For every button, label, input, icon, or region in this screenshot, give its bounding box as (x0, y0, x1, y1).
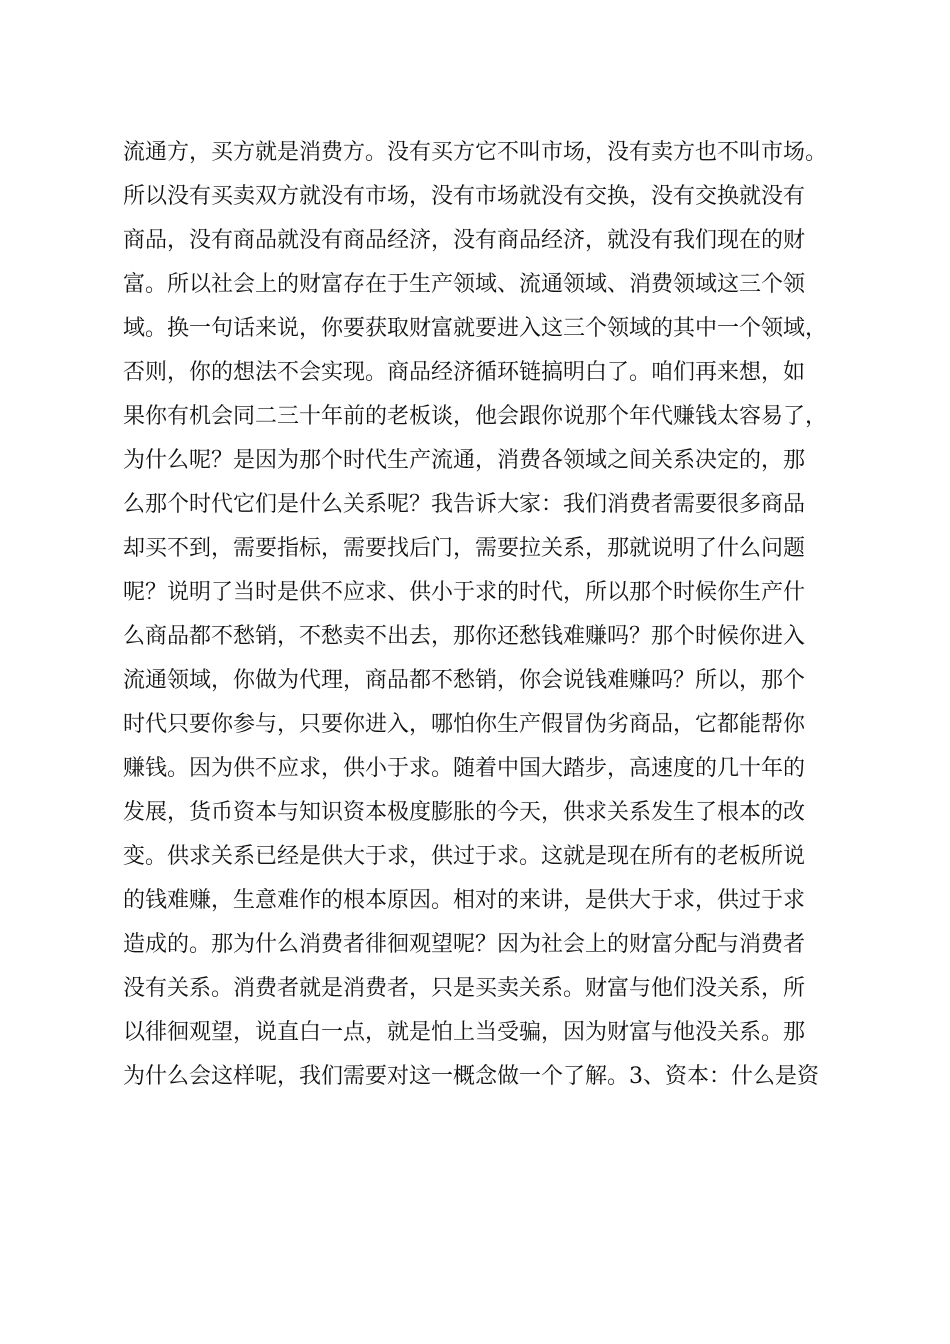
text-line: 的钱难赚，生意难作的根本原因。相对的来讲，是供大于求，供过于求 (123, 888, 806, 913)
text-line: 富。所以社会上的财富存在于生产领域、流通领域、消费领域这三个领 (123, 272, 806, 297)
text-line: 为什么呢？是因为那个时代生产流通，消费各领域之间关系决定的，那 (123, 448, 806, 473)
text-line: 果你有机会同二三十年前的老板谈，他会跟你说那个年代赚钱太容易了， (123, 404, 828, 429)
body-text (123, 131, 833, 1099)
text-line: 商品，没有商品就没有商品经济，没有商品经济，就没有我们现在的财 (123, 228, 806, 253)
text-line: 么商品都不愁销，不愁卖不出去，那你还愁钱难赚吗？那个时候你进入 (123, 624, 806, 649)
text-line: 变。供求关系已经是供大于求，供过于求。这就是现在所有的老板所说 (123, 844, 806, 869)
text-line: 否则，你的想法不会实现。商品经济循环链搞明白了。咱们再来想，如 (123, 360, 806, 385)
text-line: 所以没有买卖双方就没有市场，没有市场就没有交换，没有交换就没有 (123, 184, 806, 209)
text-line: 域。换一句话来说，你要获取财富就要进入这三个领域的其中一个领域， (123, 316, 828, 341)
text-line: 造成的。那为什么消费者徘徊观望呢？因为社会上的财富分配与消费者 (123, 932, 806, 957)
text-line: 却买不到，需要指标，需要找后门，需要拉关系，那就说明了什么问题 (123, 536, 806, 561)
text-line: 没有关系。消费者就是消费者，只是买卖关系。财富与他们没关系，所 (123, 976, 806, 1001)
text-line: 么那个时代它们是什么关系呢？我告诉大家：我们消费者需要很多商品 (123, 492, 806, 517)
text-line: 流通方，买方就是消费方。没有买方它不叫市场，没有卖方也不叫市场。 (123, 140, 828, 165)
text-line: 呢？说明了当时是供不应求、供小于求的时代，所以那个时候你生产什 (123, 580, 806, 605)
text-line: 时代只要你参与，只要你进入，哪怕你生产假冒伪劣商品，它都能帮你 (123, 712, 806, 737)
text-line: 发展，货币资本与知识资本极度膨胀的今天，供求关系发生了根本的改 (123, 800, 806, 825)
text-line: 为什么会这样呢，我们需要对这一概念做一个了解。3、资本：什么是资 (123, 1064, 819, 1089)
text-line: 赚钱。因为供不应求，供小于求。随着中国大踏步，高速度的几十年的 (123, 756, 806, 781)
text-line: 以徘徊观望，说直白一点，就是怕上当受骗，因为财富与他没关系。那 (123, 1020, 806, 1045)
text-line: 流通领域，你做为代理，商品都不愁销，你会说钱难赚吗？所以，那个 (123, 668, 806, 693)
